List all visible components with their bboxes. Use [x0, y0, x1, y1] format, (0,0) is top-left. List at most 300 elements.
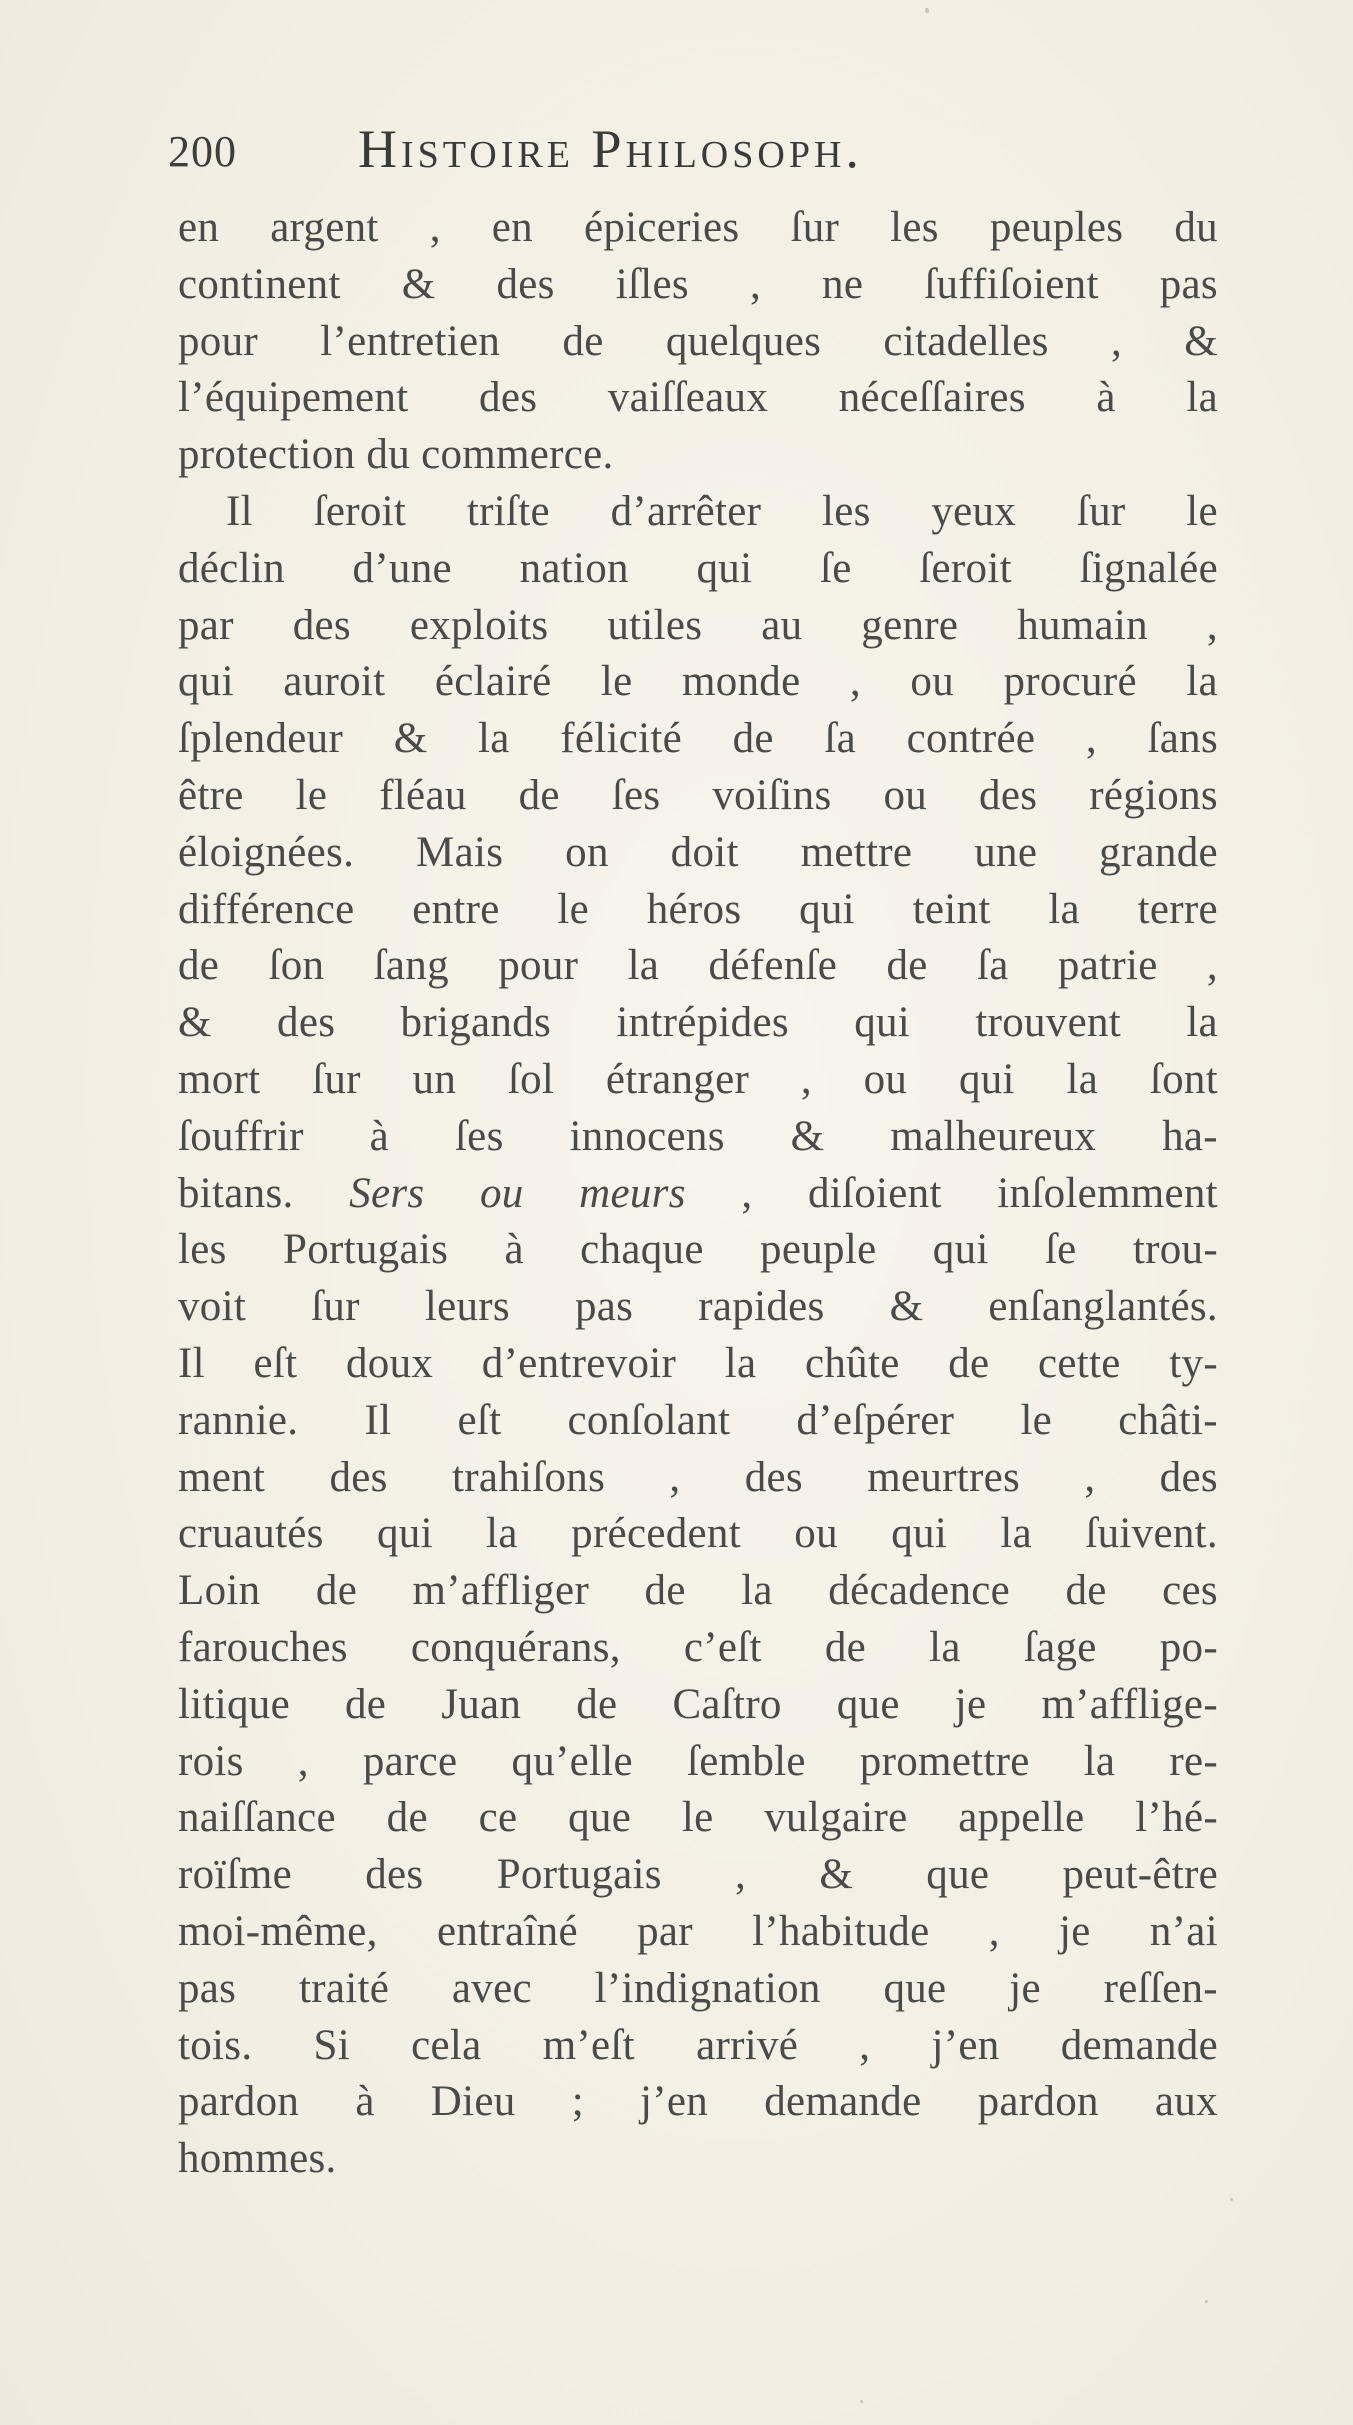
- word: Mais: [416, 828, 504, 876]
- word: ,: [1085, 715, 1097, 763]
- word: éloignées.: [178, 828, 355, 876]
- text-line: [178, 314, 1218, 371]
- word: les: [178, 1226, 227, 1274]
- word: Sers: [349, 1169, 425, 1217]
- word: parce: [362, 1737, 458, 1785]
- word: ,: [735, 1851, 747, 1899]
- word: peut-être: [1062, 1851, 1218, 1899]
- word: ſur: [311, 1283, 360, 1331]
- word: de: [178, 942, 220, 990]
- word: de: [644, 1567, 686, 1615]
- word: j’en: [640, 2078, 709, 2126]
- word: on: [565, 828, 609, 876]
- word: la: [741, 1567, 773, 1615]
- word: par: [178, 601, 234, 649]
- word: de: [345, 1680, 387, 1728]
- word: par: [637, 1907, 693, 1955]
- paper-speck: [925, 8, 929, 13]
- word: genre: [861, 601, 959, 649]
- word: ,: [749, 260, 761, 308]
- word: l’hé-: [1135, 1794, 1218, 1842]
- word: éclairé: [434, 658, 552, 706]
- word: ſur: [1076, 487, 1126, 535]
- word: que: [883, 1964, 947, 2012]
- word: conſolant: [567, 1396, 731, 1444]
- word: enſanglantés.: [988, 1283, 1218, 1331]
- word: ou: [863, 1055, 908, 1103]
- word: re-: [1169, 1737, 1218, 1785]
- word: moi-même,: [178, 1907, 378, 1955]
- word: ſes: [611, 771, 661, 819]
- text-line: [178, 541, 1218, 598]
- word: ,: [741, 1169, 753, 1217]
- word: &: [790, 1112, 825, 1160]
- word: ſe: [1044, 1226, 1077, 1274]
- text-line: [178, 2131, 1218, 2188]
- word: déclin: [178, 544, 285, 592]
- word: je: [1059, 1907, 1091, 1955]
- word: pas: [575, 1283, 634, 1331]
- word: des: [329, 1453, 388, 1501]
- word: le: [681, 1794, 714, 1842]
- word: ſang: [373, 942, 449, 990]
- word: la: [1048, 885, 1080, 933]
- word: des: [277, 999, 336, 1047]
- word: pardon: [977, 2078, 1099, 2126]
- word: ſuffiſoient: [924, 260, 1099, 308]
- word: conquérans,: [410, 1623, 621, 1671]
- word: ,: [988, 1907, 1000, 1955]
- word: l’habitude: [752, 1907, 930, 1955]
- word: ce: [478, 1794, 518, 1842]
- word: des: [479, 374, 538, 422]
- word: les: [821, 487, 871, 535]
- word: pardon: [178, 2078, 300, 2126]
- word: demande: [1060, 2021, 1218, 2069]
- word: argent: [270, 204, 379, 251]
- word: le: [1186, 487, 1218, 535]
- word: c’eſt: [683, 1623, 762, 1671]
- word: &: [1184, 317, 1218, 365]
- word: ſage: [1023, 1623, 1097, 1671]
- word: des: [744, 1453, 803, 1501]
- word: ſon: [268, 942, 325, 990]
- word: utiles: [607, 601, 703, 649]
- word: meurtres: [867, 1453, 1021, 1501]
- word: brigands: [400, 999, 552, 1047]
- word: ſe: [819, 544, 852, 592]
- word: entre: [412, 885, 500, 933]
- word: entraîné: [436, 1907, 578, 1955]
- page-header: [168, 118, 1228, 188]
- word: ſes: [454, 1112, 504, 1160]
- word: qui: [932, 1226, 989, 1274]
- word: doit: [670, 828, 739, 876]
- text-line: [178, 427, 1218, 484]
- word: aux: [1154, 2078, 1218, 2126]
- text-line: [178, 370, 1218, 427]
- word: continent: [178, 260, 341, 308]
- word: exploits: [409, 601, 549, 649]
- word: pas: [178, 1964, 237, 2012]
- word: cruautés: [178, 1510, 324, 1558]
- text-line: [178, 1904, 1218, 1961]
- word: néceſſaires: [838, 374, 1026, 422]
- text-line: [178, 2018, 1218, 2075]
- word: précedent: [571, 1510, 741, 1558]
- text-line: [178, 1336, 1218, 1393]
- word: patrie: [1057, 942, 1158, 990]
- text-line: [178, 938, 1218, 995]
- word: ,: [297, 1737, 309, 1785]
- word: ,: [429, 204, 441, 251]
- word: d’eſpérer: [796, 1396, 955, 1444]
- text-line: [178, 1961, 1218, 2018]
- word: quelques: [665, 317, 822, 365]
- word: teint: [912, 885, 991, 933]
- text-line: [178, 257, 1218, 314]
- word: que: [926, 1851, 990, 1899]
- word: le: [557, 885, 589, 933]
- text-line: [178, 1506, 1218, 1563]
- word: ſuivent.: [1085, 1510, 1218, 1558]
- word: ſignalée: [1079, 544, 1218, 592]
- word: yeux: [931, 487, 1017, 535]
- word: chûte: [804, 1339, 900, 1387]
- word: différence: [178, 885, 355, 933]
- paper-speck: [860, 2400, 863, 2403]
- text-line: [178, 1563, 1218, 1620]
- word: ha-: [1162, 1112, 1218, 1160]
- word: ſeroit: [313, 487, 407, 535]
- text-line: [178, 1166, 1218, 1223]
- word: à: [355, 2078, 375, 2126]
- word: félicité: [560, 715, 683, 763]
- word: ſemble: [686, 1737, 806, 1785]
- word: de: [562, 317, 604, 365]
- word: humain: [1017, 601, 1148, 649]
- word: d’arrêter: [610, 487, 762, 535]
- word: des: [979, 771, 1038, 819]
- word: Il: [364, 1396, 392, 1444]
- word: qu’elle: [511, 1737, 633, 1785]
- word: de: [886, 942, 928, 990]
- word: Loin: [178, 1567, 261, 1615]
- word: ,: [800, 1055, 812, 1103]
- word: innocens: [569, 1112, 725, 1160]
- word: qui: [178, 658, 234, 706]
- word: nation: [519, 544, 629, 592]
- word: bitans.: [178, 1169, 294, 1217]
- word: au: [761, 601, 803, 649]
- word: qui: [376, 1510, 433, 1558]
- word: promettre: [859, 1737, 1030, 1785]
- word: ſouffrir: [178, 1112, 304, 1160]
- word: diſoient: [807, 1169, 942, 1217]
- word: ty-: [1169, 1339, 1218, 1387]
- word: reſſen-: [1103, 1964, 1218, 2012]
- word: trouvent: [975, 999, 1122, 1047]
- word: litique: [178, 1680, 290, 1728]
- word: ,: [669, 1453, 681, 1501]
- word: la: [1083, 1737, 1116, 1785]
- text-line: [178, 1052, 1218, 1109]
- word: citadelles: [883, 317, 1049, 365]
- word: eſt: [253, 1339, 298, 1387]
- word: Portugais: [282, 1226, 449, 1274]
- word: des: [1159, 1453, 1218, 1501]
- word: de: [732, 715, 774, 763]
- word: leurs: [424, 1283, 510, 1331]
- word: arrivé: [696, 2021, 799, 2069]
- word: rapides: [698, 1283, 825, 1331]
- word: m’afflige-: [1041, 1680, 1218, 1728]
- word: Si: [313, 2021, 350, 2069]
- word: grande: [1099, 828, 1218, 876]
- word: ,: [1206, 601, 1218, 649]
- word: malheureux: [890, 1112, 1097, 1160]
- text-line: [178, 1847, 1218, 1904]
- word: ,: [849, 658, 861, 706]
- word: ou: [794, 1510, 838, 1558]
- text-line: [178, 598, 1218, 655]
- word: ſplendeur: [178, 715, 344, 763]
- word: être: [178, 771, 244, 819]
- word: roïſme: [178, 1851, 293, 1899]
- word: ,: [1110, 317, 1122, 365]
- word: ſa: [824, 715, 857, 763]
- word: ou: [479, 1169, 524, 1217]
- word: inſolemment: [997, 1169, 1218, 1217]
- word: ou: [883, 771, 928, 819]
- word: qui: [958, 1055, 1015, 1103]
- word: du: [1174, 204, 1218, 251]
- word: ſeroit: [919, 544, 1012, 592]
- text-line: [178, 1279, 1218, 1336]
- word: po-: [1159, 1623, 1218, 1671]
- word: qui: [854, 999, 911, 1047]
- word: fléau: [379, 771, 467, 819]
- word: que: [836, 1680, 900, 1728]
- word: pour: [498, 942, 579, 990]
- word: d’entrevoir: [481, 1339, 677, 1387]
- word: intrépides: [616, 999, 789, 1047]
- word: des: [292, 601, 351, 649]
- word: ou: [910, 658, 955, 706]
- word: j’en: [931, 2021, 1000, 2069]
- word: ſa: [976, 942, 1009, 990]
- word: la: [486, 1510, 518, 1558]
- word: décadence: [828, 1567, 1011, 1615]
- word: la: [1186, 999, 1218, 1047]
- word: en: [178, 204, 220, 251]
- body-text: [178, 200, 1218, 2188]
- text-line: [178, 2074, 1218, 2131]
- word: de: [948, 1339, 990, 1387]
- word: chaque: [580, 1226, 704, 1274]
- word: la: [478, 715, 510, 763]
- word: à: [1096, 374, 1116, 422]
- word: n’ai: [1149, 1907, 1218, 1955]
- word: l’équipement: [178, 374, 409, 422]
- text-line: [178, 1620, 1218, 1677]
- word: qui: [696, 544, 753, 592]
- word: tois.: [178, 2021, 253, 2069]
- word: la: [1186, 658, 1218, 706]
- text-line: [178, 654, 1218, 711]
- word: traité: [299, 1964, 390, 2012]
- word: pas: [1159, 260, 1218, 308]
- word: les: [890, 204, 939, 251]
- word: de: [1065, 1567, 1107, 1615]
- word: Portugais: [496, 1851, 662, 1899]
- word: monde: [681, 658, 801, 706]
- word: ment: [178, 1453, 266, 1501]
- word: trahiſons: [451, 1453, 606, 1501]
- word: protection: [178, 431, 356, 479]
- word: l’entretien: [320, 317, 501, 365]
- word: châti-: [1118, 1396, 1218, 1444]
- word: la: [1000, 1510, 1033, 1558]
- word: cette: [1038, 1339, 1121, 1387]
- word: le: [600, 658, 633, 706]
- word: qui: [891, 1510, 948, 1558]
- word: meurs: [579, 1169, 686, 1217]
- word: héros: [646, 885, 742, 933]
- word: l’indignation: [594, 1964, 821, 2012]
- word: d’une: [352, 544, 452, 592]
- word: vaiſſeaux: [607, 374, 769, 422]
- word: vulgaire: [764, 1794, 908, 1842]
- text-line: [178, 1109, 1218, 1166]
- word: ſur: [790, 204, 840, 251]
- word: farouches: [178, 1623, 348, 1671]
- word: la: [929, 1623, 961, 1671]
- word: &: [889, 1283, 924, 1331]
- word: commerce.: [421, 431, 614, 479]
- word: de: [518, 771, 560, 819]
- word: de: [824, 1623, 867, 1671]
- word: demande: [764, 2078, 922, 2126]
- word: hommes.: [178, 2135, 337, 2183]
- word: peuple: [760, 1226, 877, 1274]
- word: des: [365, 1851, 424, 1899]
- text-line: [178, 825, 1218, 882]
- word: ſont: [1149, 1055, 1218, 1103]
- word: &: [401, 260, 436, 308]
- word: à: [369, 1112, 390, 1160]
- word: une: [974, 828, 1038, 876]
- word: régions: [1089, 771, 1218, 819]
- word: à: [504, 1226, 524, 1274]
- word: ſans: [1147, 715, 1218, 763]
- word: Caſtro: [672, 1680, 782, 1728]
- text-line: [178, 711, 1218, 768]
- word: pour: [178, 317, 259, 365]
- word: voiſins: [712, 771, 832, 819]
- text-line: [178, 484, 1218, 541]
- paper-speck: [1230, 2198, 1233, 2201]
- word: je: [1009, 1964, 1041, 2012]
- word: le: [1020, 1396, 1053, 1444]
- word: des: [496, 260, 555, 308]
- word: &: [178, 999, 212, 1047]
- page-number: 200: [168, 127, 237, 176]
- word: je: [954, 1680, 987, 1728]
- word: du: [366, 431, 411, 479]
- word: appelle: [958, 1794, 1085, 1842]
- word: la: [1066, 1055, 1099, 1103]
- word: que: [568, 1794, 632, 1842]
- word: de: [315, 1567, 358, 1615]
- word: la: [1186, 374, 1218, 422]
- word: doux: [345, 1339, 434, 1387]
- word: ,: [859, 2021, 871, 2069]
- word: naiſſance: [178, 1794, 336, 1842]
- text-line: [178, 1734, 1218, 1791]
- word: cela: [411, 2021, 482, 2069]
- word: procuré: [1003, 658, 1137, 706]
- word: contrée: [906, 715, 1036, 763]
- word: ,: [1084, 1453, 1096, 1501]
- word: Il: [226, 487, 253, 535]
- text-line: [178, 1222, 1218, 1279]
- text-line: [178, 200, 1218, 257]
- running-title: Histoire Philosoph.: [358, 119, 863, 179]
- word: triſte: [466, 487, 550, 535]
- word: ſol: [507, 1055, 555, 1103]
- word: ne: [822, 260, 864, 308]
- text-line: [178, 882, 1218, 939]
- word: rannie.: [178, 1396, 299, 1444]
- text-line: [178, 768, 1218, 825]
- word: mettre: [800, 828, 913, 876]
- word: m’affliger: [412, 1567, 590, 1615]
- text-line: [178, 1450, 1218, 1507]
- word: voit: [178, 1283, 247, 1331]
- word: ,: [1206, 942, 1218, 990]
- word: terre: [1137, 885, 1218, 933]
- word: de: [576, 1680, 618, 1728]
- word: peuples: [989, 204, 1124, 251]
- word: le: [295, 771, 328, 819]
- text-line: [178, 1393, 1218, 1450]
- word: étranger: [605, 1055, 750, 1103]
- word: ;: [571, 2078, 584, 2126]
- word: ſur: [312, 1055, 361, 1103]
- word: Juan: [441, 1680, 522, 1728]
- word: auroit: [283, 658, 386, 706]
- paper-speck: [1205, 2300, 1208, 2303]
- word: iſles: [615, 260, 689, 308]
- word: de: [386, 1794, 428, 1842]
- text-line: [178, 1790, 1218, 1847]
- word: rois: [178, 1737, 244, 1785]
- word: mort: [178, 1055, 261, 1103]
- word: un: [412, 1055, 457, 1103]
- text-line: [178, 995, 1218, 1052]
- word: &: [819, 1851, 854, 1899]
- word: la: [627, 942, 660, 990]
- word: ces: [1162, 1567, 1218, 1615]
- word: qui: [799, 885, 855, 933]
- word: &: [393, 715, 428, 763]
- word: Il: [178, 1339, 205, 1387]
- word: m’eſt: [542, 2021, 635, 2069]
- word: Dieu: [430, 2078, 516, 2126]
- word: la: [724, 1339, 757, 1387]
- word: eſt: [457, 1396, 502, 1444]
